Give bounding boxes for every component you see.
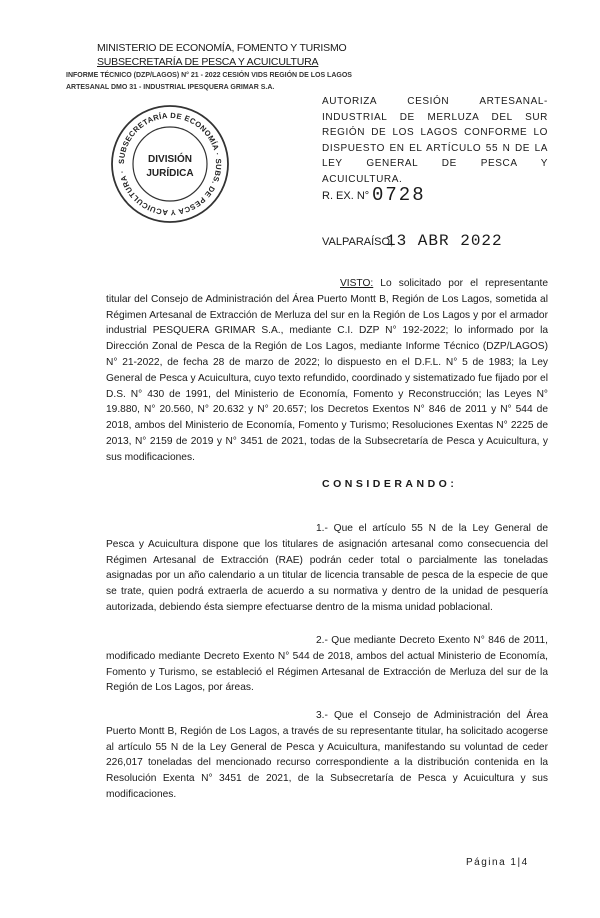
visto-label: VISTO: xyxy=(340,278,374,289)
considerando-2-text: modificado mediante Decreto Exento N° 544 de 2018, ambos del actual Ministerio de Economía, Fomento y Turismo, se estableció el Régimen Artesanal de Extracción de Merluza del sur de la Región de Los Lagos, por áreas. xyxy=(106,650,548,694)
visto-paragraph xyxy=(106,276,548,466)
subsecretariat-name: SUBSECRETARÍA DE PESCA Y ACUICULTURA xyxy=(97,56,319,68)
resolution-label: R. EX. N° xyxy=(322,190,370,202)
stamp-juridica-label: JURÍDICA xyxy=(146,168,194,179)
considerando-1-lead: 1.- Que el artículo 55 N de la Ley General de Pesca xyxy=(106,523,548,550)
considerando-1-text: y Acuicultura dispone que los titulares de asignación artesanal como consecuencia del Régimen Artesanal de Extracción (RAE) podrán ceder total o parcialmente las toneladas asignadas por un año calendario a un titular de licencia transable de pesca de la especie de que se trate, quien podrá extraerla de acuerdo a su normativa y dentro de la unidad de pesquería autorizada, debiendo ésta siempre efectuarse dentro de la misma unidad poblacional. xyxy=(106,538,548,613)
stamp-ring-text: SUBSECRETARÍA DE ECONOMÍA · SUBS. DE PESCA Y ACUICULTURA · xyxy=(116,110,224,218)
considerando-3 xyxy=(106,708,548,803)
date-place-label: VALPARAÍSO, xyxy=(322,236,394,248)
visto-text: Lo solicitado por el representante titular del Consejo de Administración del Área Puerto Montt B, Región de Los Lagos, sometida al Régimen Artesanal de Extracción de Merluza del sur en la Región de Los Lagos y por el armador industrial PESQUERA GRIMAR S.A., mediante C.I. DZP N° 192-2022; lo informado por la Dirección Zonal de Pesca de la Región de Los Lagos, mediante Informe Técnico (DZP/LAGOS) N° 21-2022, de fecha 28 de marzo de 2022; lo dispuesto en el D.F.L. N° 5 de 1983; la Ley General de Pesca y Acuicultura, cuyo texto refundido, coordinado y sistematizado fue fijado por el D.S. N° 430 de 1991, del Ministerio de Economía, Fomento y Reconstrucción; las Leyes N° 19.880, N° 20.560, N° 20.632 y N° 20.657; los Decretos Exentos N° 846 de 2011 y N° 544 de 2018, ambos del Ministerio de Economía, Fomento y Turismo; Resoluciones Exentas N° 2225 de 2013, N° 2159 de 2019 y N° 3451 de 2021, todas de la Subsecretaría de Pesca y Acuicultura, y sus modificaciones. xyxy=(106,278,548,463)
considerando-1 xyxy=(106,521,548,616)
page-number: Página 1|4 xyxy=(466,857,529,868)
considerando-2 xyxy=(106,633,548,696)
reference-line-1: INFORME TÉCNICO (DZP/LAGOS) N° 21 - 2022 CESIÓN VIDS REGIÓN DE LOS LAGOS xyxy=(66,72,352,79)
ministry-name: MINISTERIO DE ECONOMÍA, FOMENTO Y TURISMO xyxy=(97,42,347,54)
considerando-3-lead: 3.- Que el Consejo de Administración del Área xyxy=(316,710,548,721)
reference-line-2: ARTESANAL DMO 31 - INDUSTRIAL IPESQUERA GRIMAR S.A. xyxy=(66,84,275,91)
stamp-division-label: DIVISIÓN xyxy=(148,154,192,165)
resolution-date: 13 ABR 2022 xyxy=(386,232,503,250)
considerando-3-text: Puerto Montt B, Región de Los Lagos, a través de su representante titular, ha solicitado acogerse al artículo 55 N de la Ley General de Pesca y Acuicultura, manifestando su voluntad de ceder 226,017 toneladas del mencionado recurso correspondiente a la distribución contenida en la Resolución Exenta N° 3451 de 2021, de la Subsecretaría de Pesca y Acuicultura y sus modificaciones. xyxy=(106,725,548,800)
considerando-heading: CONSIDERANDO: xyxy=(322,478,458,490)
resolution-subject: AUTORIZA CESIÓN ARTESANAL-INDUSTRIAL DE MERLUZA DEL SUR REGIÓN DE LOS LAGOS CONFORME LO DISPUESTO EN EL ARTÍCULO 55 N DE LA LEY GENERAL DE PESCA Y ACUICULTURA. xyxy=(322,96,548,185)
resolution-number: 0728 xyxy=(372,184,426,206)
considerando-2-lead: 2.- Que mediante Decreto Exento N° 846 de 2011, xyxy=(316,635,548,646)
division-juridica-stamp xyxy=(108,102,232,226)
